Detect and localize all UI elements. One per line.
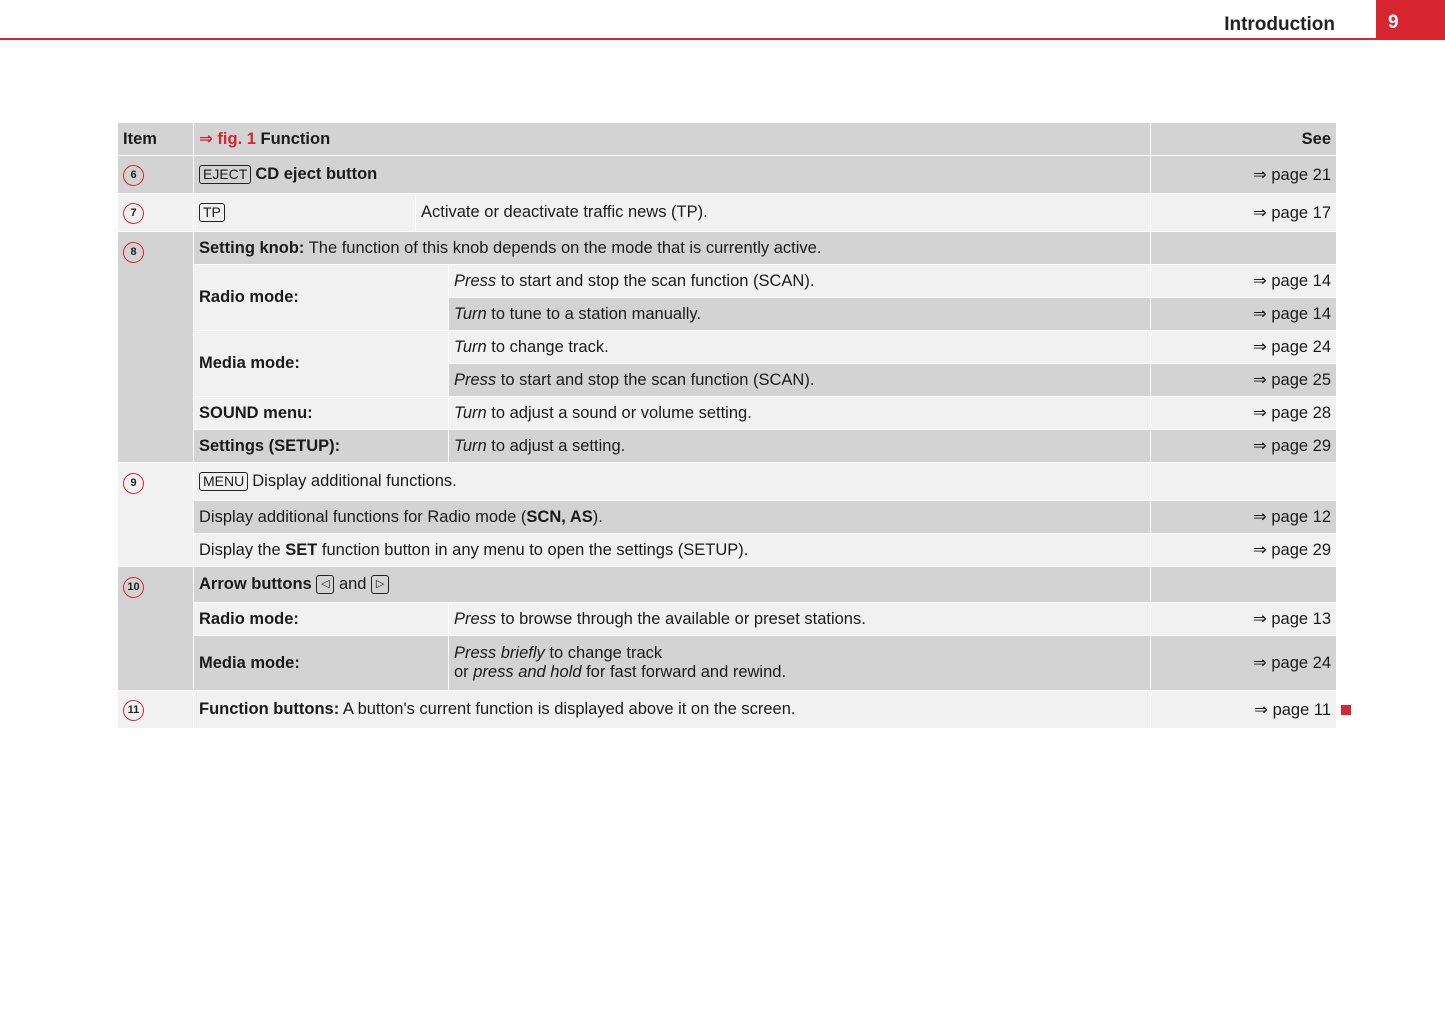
empty-see-cell (1151, 463, 1337, 501)
setting-knob-text: The function of this knob depends on the mode that is currently active. (304, 238, 822, 257)
table-row-7 (118, 194, 1337, 232)
table-row-9-set (118, 534, 1337, 567)
page-ref-17[interactable]: ⇒ page 17 (1151, 194, 1337, 232)
media-turn-desc (449, 331, 1151, 364)
eject-label: CD eject button (255, 165, 378, 183)
fig-ref-link[interactable]: ⇒ fig. 1 (199, 130, 256, 148)
verb-press: Press (454, 370, 497, 389)
table-row-8-radio-1 (118, 265, 1337, 298)
radio-mode-label-text: Radio mode: (199, 288, 299, 306)
menu-set-text: Display the (199, 540, 286, 559)
verb-turn: Turn (454, 403, 487, 422)
col-header-item: Item (118, 123, 194, 156)
menu-radio-bold: SCN, AS (526, 507, 593, 526)
arrow-media-desc (449, 636, 1151, 691)
media-press-desc (449, 364, 1151, 397)
arrow-radio-text: to browse through the available or preset stations. (496, 609, 866, 628)
sound-desc (449, 397, 1151, 430)
item-cell-8 (118, 232, 194, 463)
media-mode-label (194, 331, 449, 397)
item-number-badge-10: 10 (123, 577, 144, 598)
page-number: 9 (1388, 12, 1399, 33)
function-buttons-desc (194, 691, 1151, 729)
left-arrow-key-icon: ◁ (316, 575, 334, 594)
table-row-10 (118, 567, 1337, 603)
arrow-radio-label-text: Radio mode: (199, 609, 299, 628)
radio-press-desc (449, 265, 1151, 298)
table-header-row (118, 123, 1337, 156)
col-header-function-label: Function (260, 130, 331, 148)
menu-desc (194, 463, 1151, 501)
function-cell-6 (194, 156, 1151, 194)
settings-label-text: Settings (SETUP): (199, 436, 341, 455)
empty-see-cell (1151, 232, 1337, 265)
verb-turn: Turn (454, 304, 487, 323)
radio-turn-text: to tune to a station manually. (486, 304, 702, 323)
page-ref-13[interactable]: ⇒ page 13 (1151, 603, 1337, 636)
verb-press: Press (454, 271, 497, 290)
page-ref-24b[interactable]: ⇒ page 24 (1151, 636, 1337, 691)
table-row-8-sound (118, 397, 1337, 430)
col-header-see: See (1151, 123, 1337, 156)
arrow-media-text2: for fast forward and rewind. (581, 663, 787, 681)
arrow-buttons-title: Arrow buttons (199, 574, 312, 593)
item-number-badge-11: 11 (123, 700, 144, 721)
verb-press-and-hold: press and hold (473, 663, 582, 681)
function-table (117, 122, 1337, 729)
item-cell-7 (118, 194, 194, 232)
section-end-marker (1341, 705, 1351, 715)
menu-radio-post: ). (592, 507, 603, 526)
table-row-9 (118, 463, 1337, 501)
and-text: and (338, 574, 367, 593)
menu-radio-desc (194, 501, 1151, 534)
settings-label (194, 430, 449, 463)
table-row-8-settings (118, 430, 1337, 463)
verb-turn: Turn (454, 337, 487, 356)
page-number-box (1376, 0, 1445, 40)
empty-see-cell (1151, 567, 1337, 603)
page-ref-21[interactable]: ⇒ page 21 (1151, 156, 1337, 194)
header-rule (0, 38, 1445, 40)
arrow-radio-label (194, 603, 449, 636)
tp-key-icon: TP (199, 203, 225, 222)
setting-knob-title: Setting knob: (199, 238, 305, 257)
arrow-buttons-desc (194, 567, 1151, 603)
menu-desc-text: Display additional functions. (252, 472, 457, 490)
page-ref-29b[interactable]: ⇒ page 29 (1151, 534, 1337, 567)
function-buttons-text: A button's current function is displayed above it on the screen. (339, 700, 796, 718)
radio-turn-desc (449, 298, 1151, 331)
setting-knob-desc (194, 232, 1151, 265)
item-cell-11 (118, 691, 194, 729)
menu-radio-text: Display additional functions for Radio mode ( (199, 507, 527, 526)
tp-desc: Activate or deactivate traffic news (TP). (416, 194, 1151, 232)
item-number-badge-6: 6 (123, 165, 144, 186)
tp-key-cell (194, 194, 416, 232)
table-row-11 (118, 691, 1337, 729)
right-arrow-key-icon: ▷ (371, 575, 389, 594)
page-ref-14b[interactable]: ⇒ page 14 (1151, 298, 1337, 331)
function-buttons-title: Function buttons: (199, 700, 340, 718)
item-cell-9 (118, 463, 194, 567)
sound-menu-label-text: SOUND menu: (199, 403, 313, 422)
page-ref-28[interactable]: ⇒ page 28 (1151, 397, 1337, 430)
arrow-media-label-text: Media mode: (199, 653, 300, 672)
arrow-media-or: or (454, 663, 474, 681)
table-row-8-media-1 (118, 331, 1337, 364)
col-header-function (194, 123, 1151, 156)
media-mode-label-text: Media mode: (199, 354, 300, 372)
table-row-9-radio (118, 501, 1337, 534)
menu-set-post: function button in any menu to open the settings (SETUP). (317, 540, 749, 559)
verb-press: Press (454, 609, 497, 628)
table-row-6 (118, 156, 1337, 194)
item-cell-6 (118, 156, 194, 194)
item-cell-10 (118, 567, 194, 691)
settings-text: to adjust a setting. (486, 436, 626, 455)
arrow-media-text1: to change track (544, 644, 663, 662)
item-number-badge-7: 7 (123, 203, 144, 224)
table-row-8 (118, 232, 1337, 265)
radio-press-text: to start and stop the scan function (SCAN). (496, 271, 815, 290)
radio-mode-label (194, 265, 449, 331)
item-number-badge-8: 8 (123, 242, 144, 263)
page-ref-24a[interactable]: ⇒ page 24 (1151, 331, 1337, 364)
menu-set-desc (194, 534, 1151, 567)
page-ref-14a[interactable]: ⇒ page 14 (1151, 265, 1337, 298)
sound-menu-label (194, 397, 449, 430)
table-row-10-media (118, 636, 1337, 691)
item-number-badge-9: 9 (123, 473, 144, 494)
media-press-text: to start and stop the scan function (SCAN). (496, 370, 815, 389)
page-ref-11[interactable]: ⇒ page 11 (1151, 691, 1337, 729)
table-row-10-radio (118, 603, 1337, 636)
section-title: Introduction (1224, 14, 1335, 35)
page-ref-12[interactable]: ⇒ page 12 (1151, 501, 1337, 534)
media-turn-text: to change track. (486, 337, 609, 356)
menu-key-icon: MENU (199, 472, 248, 491)
eject-key-icon: EJECT (199, 165, 251, 184)
arrow-media-label (194, 636, 449, 691)
arrow-radio-desc (449, 603, 1151, 636)
menu-set-bold: SET (285, 540, 318, 559)
page-ref-25[interactable]: ⇒ page 25 (1151, 364, 1337, 397)
verb-turn: Turn (454, 436, 487, 455)
sound-text: to adjust a sound or volume setting. (486, 403, 752, 422)
page-ref-29a[interactable]: ⇒ page 29 (1151, 430, 1337, 463)
verb-press-briefly: Press briefly (454, 644, 545, 662)
settings-desc (449, 430, 1151, 463)
